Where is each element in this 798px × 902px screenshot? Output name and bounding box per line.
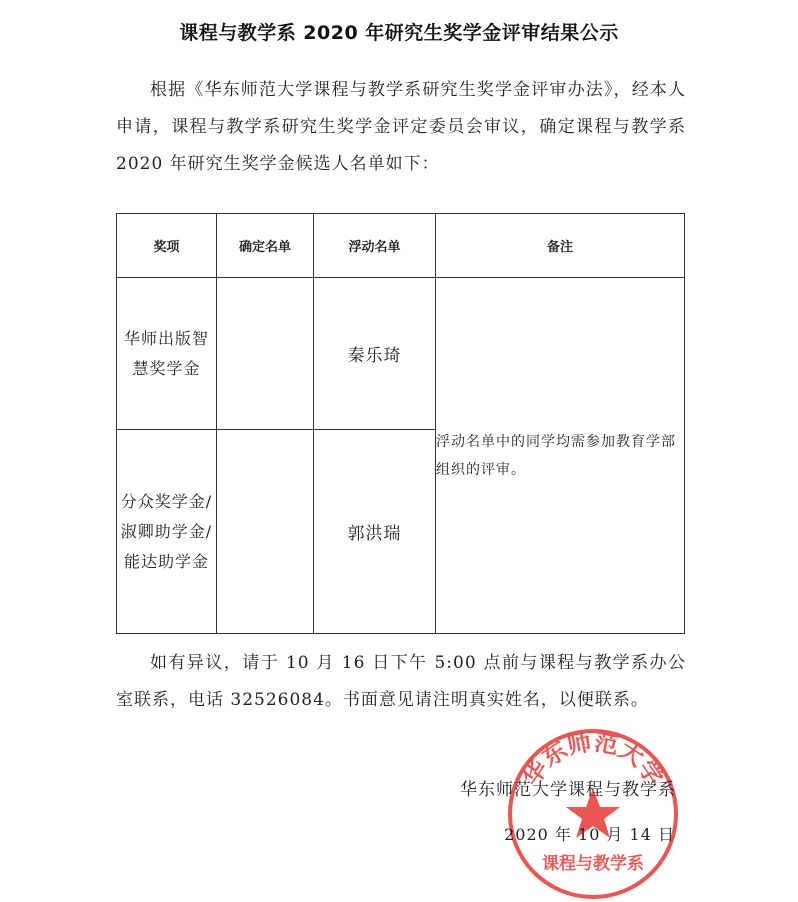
page-title: 课程与教学系 2020 年研究生奖学金评审结果公示: [179, 22, 619, 44]
confirmed-list: [217, 430, 314, 634]
note-cell: 浮动名单中的同学均需参加教育学部组织的评审。: [436, 278, 685, 634]
closing-paragraph: [116, 645, 686, 719]
table-header-row: [117, 214, 685, 278]
signature-org: 华东师范大学课程与教学系: [460, 780, 676, 800]
confirmed-list: [217, 278, 314, 430]
award-name: 分众奖学金/淑卿助学金/能达助学金: [117, 430, 217, 634]
seal-inner-text: 课程与教学系: [542, 854, 644, 874]
header-award: 奖项: [117, 214, 217, 278]
official-seal: [505, 726, 681, 902]
header-floating: 浮动名单: [314, 214, 436, 278]
header-confirmed: 确定名单: [217, 214, 314, 278]
seal-outer-text: 华东师范大学: [516, 727, 670, 791]
signature-date: 2020 年 10 月 14 日: [504, 825, 675, 844]
floating-list: 秦乐琦: [314, 278, 436, 430]
intro-paragraph: [116, 72, 686, 183]
floating-list: 郭洪瑞: [314, 430, 436, 634]
award-name: 华师出版智慧奖学金: [117, 278, 217, 430]
scholarship-table: [116, 213, 685, 634]
header-note: 备注: [436, 214, 685, 278]
closing-text: 如有异议，请于 10 月 16 日下午 5:00 点前与课程与教学系办公室联系，电话 32526084。书面意见请注明真实姓名，以便联系。: [116, 653, 686, 710]
intro-text: 根据《华东师范大学课程与教学系研究生奖学金评审办法》，经本人申请，课程与教学系研究生奖学金评定委员会审议，确定课程与教学系 2020 年研究生奖学金候选人名单如下：: [116, 80, 686, 174]
table-row: [117, 278, 685, 430]
